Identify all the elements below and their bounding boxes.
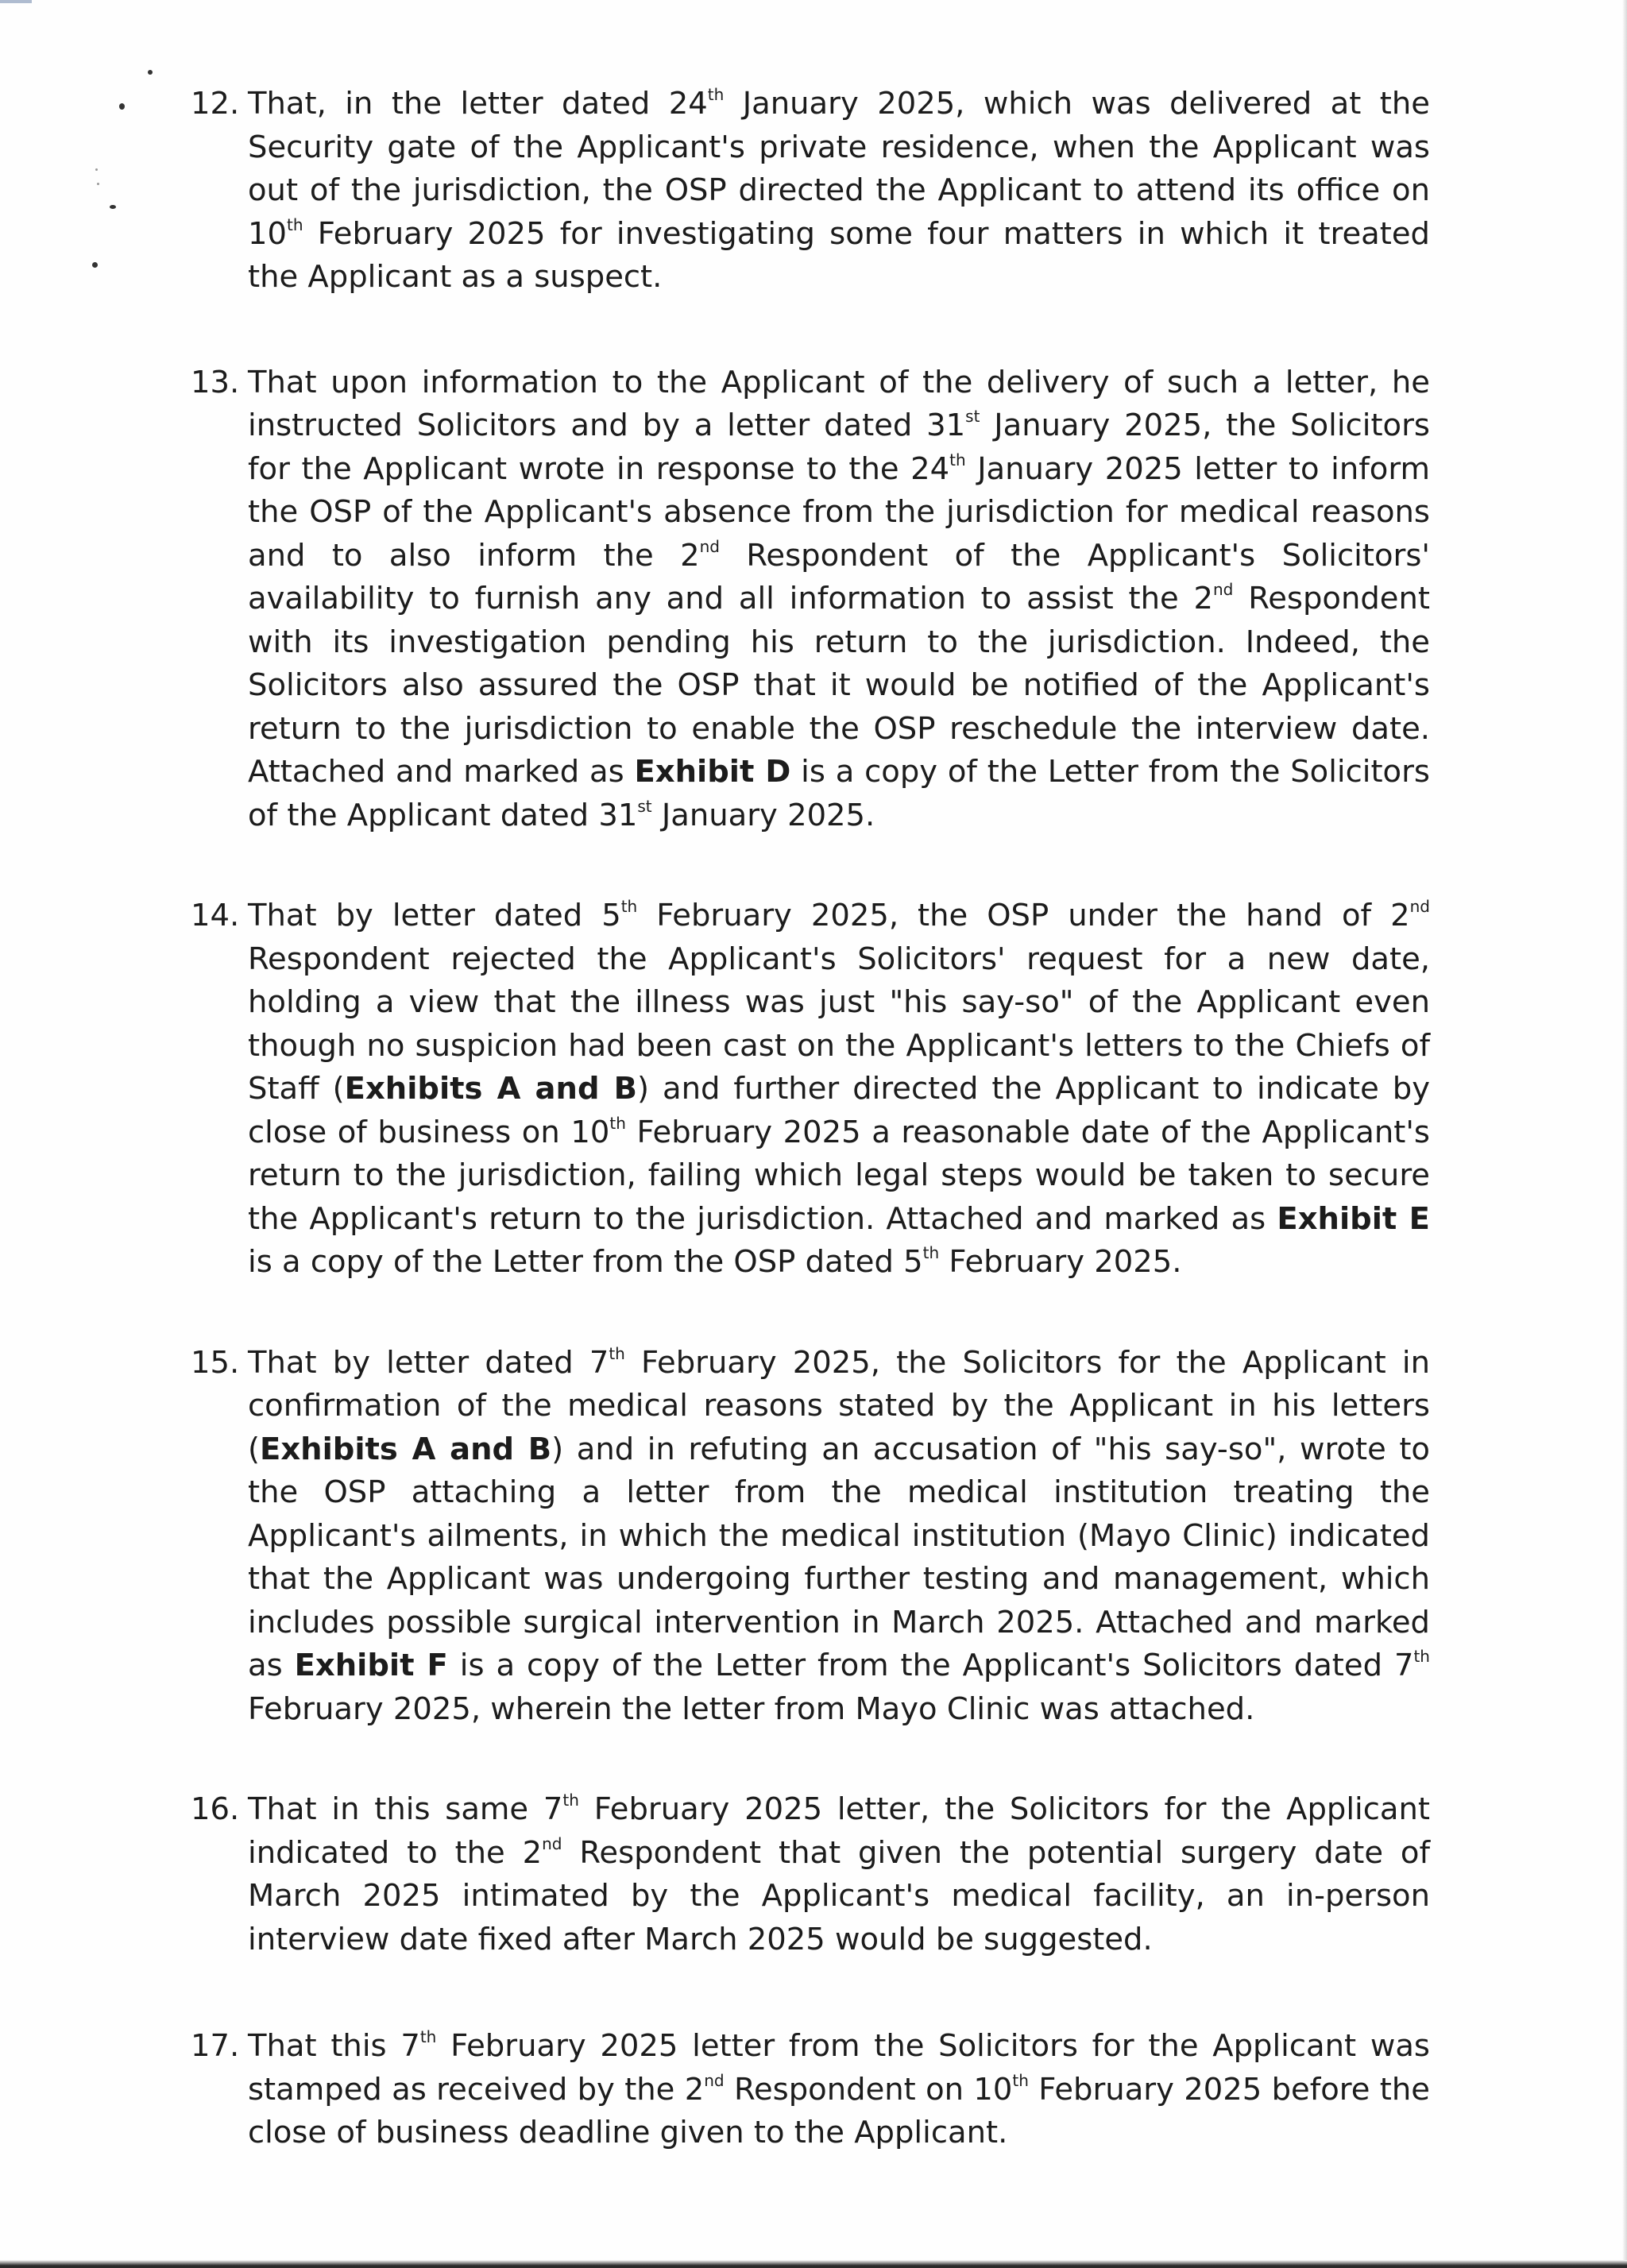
- exhibit-reference: Exhibit E: [1277, 1200, 1430, 1237]
- paragraph-text: That upon information to the Applicant of the delivery of such a letter, he instructed Solicitors and by a letter dated 31st January 2025, the Solicitors for the Applicant wrote in response to the 24th January 2025 letter to inform the OSP of the Applicant's absence from the jurisdiction for medical reasons and to also inform the 2nd Respondent of the Applicant's Solicitors' availability to furnish any and all information to assist the 2nd Respondent with its investigation pending his return to the jurisdiction. Indeed, the Solicitors also assured the OSP that it would be notified of the Applicant's return to the jurisdiction to enable the OSP reschedule the interview date. Attached and marked as Exhibit D is a copy of the Letter from the Solicitors of the Applicant dated 31st January 2025.: [248, 364, 1430, 833]
- exhibit-reference: Exhibits A and B: [344, 1071, 637, 1107]
- ordinal-suffix: th: [922, 1242, 940, 1262]
- ordinal-suffix: th: [1012, 2070, 1029, 2090]
- scan-edge-mark: [0, 0, 32, 3]
- scan-speck: [119, 103, 125, 110]
- scan-shadow-bottom: [0, 2260, 1627, 2268]
- ordinal-suffix: nd: [1213, 579, 1234, 599]
- ordinal-suffix: nd: [699, 536, 720, 556]
- paragraph-number: 17.: [191, 2028, 240, 2064]
- paragraph-number: 13.: [191, 364, 240, 400]
- ordinal-suffix: th: [562, 1790, 579, 1810]
- paragraph-text: That by letter dated 7th February 2025, the Solicitors for the Applicant in confirmation of the medical reasons stated by the Applicant in his letters (Exhibits A and B) and in refuting an accusation of "his say-so", wrote to the OSP attaching a letter from the medical institution treating the Applicant's ailments, in which the medical institution (Mayo Clinic) indicated that the Applicant was undergoing further testing and management, which includes possible surgical intervention in March 2025. Attached and marked as Exhibit F is a copy of the Letter from the Applicant's Solicitors dated 7th February 2025, wherein the letter from Mayo Clinic was attached.: [248, 1343, 1430, 1727]
- paragraph-17: [191, 2025, 1430, 2155]
- paragraph-number: 14.: [191, 898, 240, 933]
- paragraph-text: That, in the letter dated 24th January 2025, which was delivered at the Security gate of the Applicant's private residence, when the Applicant was out of the jurisdiction, the OSP directed the Applicant to attend its office on 10th February 2025 for investigating some four matters in which it treated the Applicant as a suspect.: [248, 84, 1430, 295]
- ordinal-suffix: th: [287, 214, 303, 234]
- ordinal-suffix: th: [707, 84, 725, 104]
- paragraph-text: That by letter dated 5th February 2025, the OSP under the hand of 2nd Respondent rejected the Applicant's Solicitors' request for a new date, holding a view that the illness was just "his say-so" of the Applicant even though no suspicion had been cast on the Applicant's letters to the Chiefs of Staff (Exhibits A and B) and further directed the Applicant to indicate by close of business on 10th February 2025 a reasonable date of the Applicant's return to the jurisdiction, failing which legal steps would be taken to secure the Applicant's return to the jurisdiction. Attached and marked as Exhibit E is a copy of the Letter from the OSP dated 5th February 2025.: [248, 896, 1431, 1280]
- scan-shadow-right: [1622, 0, 1627, 2268]
- ordinal-suffix: th: [419, 2027, 437, 2046]
- ordinal-suffix: th: [1413, 1646, 1430, 1666]
- ordinal-suffix: th: [949, 450, 966, 469]
- ordinal-suffix: th: [609, 1343, 625, 1363]
- ordinal-suffix: nd: [704, 2070, 725, 2090]
- paragraph-15: [191, 1342, 1430, 1732]
- paragraph-number: 12.: [191, 86, 240, 122]
- document-body: [191, 83, 1430, 2155]
- scan-speck: [110, 205, 116, 209]
- numbered-paragraph-list: [191, 83, 1430, 2155]
- ordinal-suffix: nd: [542, 1833, 562, 1853]
- exhibit-reference: Exhibit F: [294, 1648, 448, 1683]
- scan-speck: [97, 183, 99, 185]
- exhibit-reference: Exhibit D: [634, 754, 791, 790]
- paragraph-text: That this 7th February 2025 letter from the Solicitors for the Applicant was stamped as received by the 2nd Respondent on 10th February 2025 before the close of business deadline given to the Applicant.: [248, 2027, 1430, 2150]
- paragraph-number: 15.: [191, 1344, 240, 1381]
- paragraph-13: [191, 361, 1430, 838]
- ordinal-suffix: st: [965, 406, 980, 426]
- scan-speck: [148, 70, 153, 75]
- exhibit-reference: Exhibits A and B: [260, 1431, 552, 1467]
- ordinal-suffix: st: [637, 796, 652, 816]
- paragraph-number: 16.: [191, 1791, 240, 1827]
- ordinal-suffix: nd: [1409, 896, 1431, 916]
- paragraph-14: [191, 894, 1430, 1285]
- scan-speck: [92, 262, 98, 268]
- paragraph-text: That in this same 7th February 2025 letter, the Solicitors for the Applicant indicated to the 2nd Respondent that given the potential surgery date of March 2025 intimated by the Applicant's medical facility, an in-person interview date fixed after March 2025 would be suggested.: [248, 1790, 1431, 1957]
- scan-speck: [95, 168, 98, 171]
- ordinal-suffix: th: [620, 896, 638, 916]
- ordinal-suffix: th: [609, 1113, 626, 1133]
- paragraph-12: [191, 83, 1430, 299]
- paragraph-16: [191, 1788, 1430, 1961]
